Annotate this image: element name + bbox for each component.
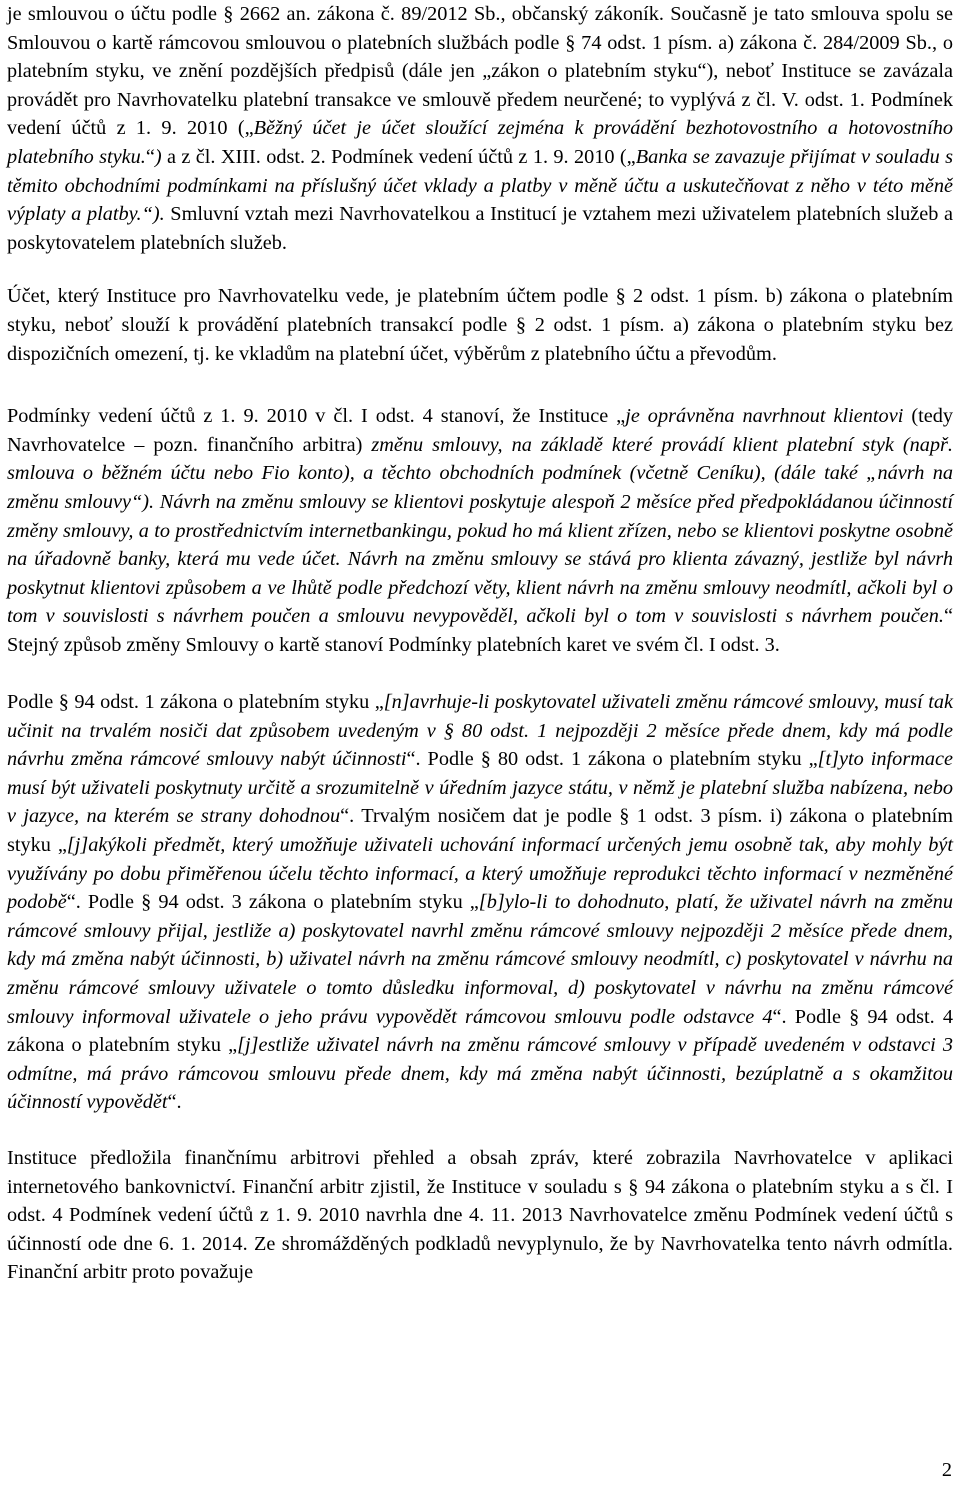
paragraph-payment-account (7, 282, 953, 368)
italic-run: je oprávněna navrhnout klientovi (625, 405, 904, 428)
text-run: a z čl. XIII. odst. 2. Podmínek vedení účtů z 1. 9. 2010 („ (161, 145, 636, 168)
text-run: “ Stejný způsob změny Smlouvy o kartě stanoví Podmínky platebních karet ve svém čl. I odst. 3. (7, 605, 953, 656)
text-run: Podmínky vedení účtů z 1. 9. 2010 v čl. I odst. 4 stanoví, že Instituce „ (7, 405, 626, 428)
italic-run: [t]yto informace musí být uživateli poskytnuty určitě a srozumitelně v úředním jazyce státu, v němž je platební služba nabízena, nebo v jazyce, na kterém se strany dohodnou (7, 748, 953, 828)
italic-run: [j]estliže uživatel návrh na změnu rámcové smlouvy v případě uvedeném v odstavci 3 odmítne, má právo rámcovou smlouvu přede dnem, kdy má změna nabýt účinnosti, bezúplatně a s okamžitou účinností vypovědět (7, 1034, 953, 1114)
paragraph-account-conditions (7, 402, 953, 659)
italic-run: [j]akýkoli předmět, který umožňuje uživateli uchování informací určených jemu osobně tak, aby mohly být využívány po dobu přiměřenou účelu těchto informací, a který umožňuje reprodukci těchto informací v nezměněné podobě (7, 834, 953, 914)
text-run: Instituce předložila finančnímu arbitrovi přehled a obsah zpráv, které zobrazila Navrhovatelce v aplikaci internetového bankovnictví. Finanční arbitr zjistil, že Instituce v souladu s § 94 zákona o platebním styku a s čl. I odst. 4 Podmínek vedení účtů z 1. 9. 2010 navrhla dne 4. 11. 2013 Navrhovatelce změnu Podmínek vedení účtů s účinností ode dne 6. 1. 2014. Ze shromážděných podkladů nevyplynulo, že by Navrhovatelka tento návrh odmítla. Finanční arbitr proto považuje (7, 1146, 953, 1284)
paragraph-payment-act-provisions (7, 688, 953, 1117)
text-run: “. Podle § 94 odst. 3 zákona o platebním styku „ (66, 891, 479, 914)
text-run: “. (167, 1091, 182, 1114)
text-run: Smluvní vztah mezi Navrhovatelkou a Institucí je vztahem mezi uživatelem platebních služeb a poskytovatelem platebních služeb. (7, 203, 953, 254)
italic-run: [b]ylo-li to dohodnuto, platí, že uživatel návrh na změnu rámcové smlouvy přijal, jestliže a) poskytovatel navrhl změnu rámcové smlouvy nejpozději 2 měsíce přede dnem, kdy má změna nabýt účinnosti, b) uživatel návrh na změnu rámcové smlouvy neodmítl, c) poskytovatel v návrhu na změnu rámcové smlouvy uživatele o tomto důsledku informoval, d) poskytovatel v návrhu na změnu rámcové smlouvy informoval uživatele o jeho právu vypovědět rámcovou smlouvu podle odstavce 4 (7, 891, 953, 1028)
text-run: “. Podle § 94 odst. 4 zákona o platebním styku „ (7, 1005, 954, 1057)
paragraph-institution-submission (7, 1144, 953, 1287)
italic-run: Banka se zavazuje přijímat v souladu s těmito obchodními podmínkami na příslušný účet vklady a platby v měně účtu a uskutečňovat z něho v této měně výplaty a platby.“). (7, 145, 953, 226)
text-run: “. Trvalým nosičem dat je podle § 1 odst. 3 písm. i) zákona o platebním styku „ (7, 805, 953, 857)
italic-run: ) (154, 145, 162, 168)
text-run: je smlouvou o účtu podle § 2662 an. zákona č. 89/2012 Sb., občanský zákoník. Současně je tato smlouva spolu se Smlouvou o kartě rámcovou smlouvou o platebních službách podle § 74 odst. 1 písm. a) zákona č. 284/2009 Sb., o platebním styku, ve znění pozdějších předpisů (dále jen „zákon o platebním styku“), neboť Instituce se zavázala provádět pro Navrhovatelku platební transakce ve smlouvě předem neurčené; to vyplývá z čl. V. odst. 1. Podmínek vedení účtů z 1. 9. 2010 („ (7, 3, 953, 140)
italic-run: Běžný účet je účet sloužící zejména k provádění bezhotovostního a hotovostního platebního styku. (7, 117, 953, 168)
text-run: Účet, který Instituce pro Navrhovatelku vede, je platebním účtem podle § 2 odst. 1 písm. b) zákona o platebním styku, neboť slouží k provádění platebních transakcí podle § 2 odst. 1 písm. a) zákona o platebním styku bez dispozičních omezení, tj. ke vkladům na platební účet, výběrům z platebního účtu a převodům. (7, 285, 953, 365)
text-run: Podle § 94 odst. 1 zákona o platebním styku „ (7, 691, 384, 714)
text-run: (tedy Navrhovatelce – pozn. finančního arbitra) (7, 405, 953, 456)
paragraph-contract-nature (7, 0, 953, 257)
italic-run: změnu smlouvy, na základě které provádí klient platební styk (např. smlouva o běžném účtu nebo Fio konto), a těchto obchodních podmínek (včetně Ceníku), (dále také „návrh na změnu smlouvy“). Návrh na změnu smlouvy se klientovi poskytuje alespoň 2 měsíce před předpokládanou účinností změny smlouvy, a to prostřednictvím internetbankingu, pokud ho má klient zřízen, nebo se klientovi poskytne osobně na úřadovně banky, která mu vede účet. Návrh na změnu smlouvy se stává pro klienta závazný, jestliže byl návrh poskytnut klientovi způsobem a ve lhůtě podle předchozí věty, klient návrh na změnu smlouvy neodmítl, ačkoli byl o tom v souvislosti s návrhem poučen a smlouvu nevypověděl, ačkoli byl o tom v souvislosti s návrhem poučen. (7, 433, 953, 628)
italic-run: [n]avrhuje-li poskytovatel uživateli změnu rámcové smlouvy, musí tak učinit na trvalém nosiči dat způsobem uvedeným v § 80 odst. 1 nejpozději 2 měsíce přede dnem, kdy má podle návrhu změna rámcové smlouvy nabýt účinnosti (7, 691, 953, 771)
document-page (7, 0, 953, 1287)
text-run: “ (145, 145, 155, 168)
text-run: “. Podle § 80 odst. 1 zákona o platebním styku „ (406, 748, 818, 771)
page-number: 2 (941, 1459, 952, 1481)
